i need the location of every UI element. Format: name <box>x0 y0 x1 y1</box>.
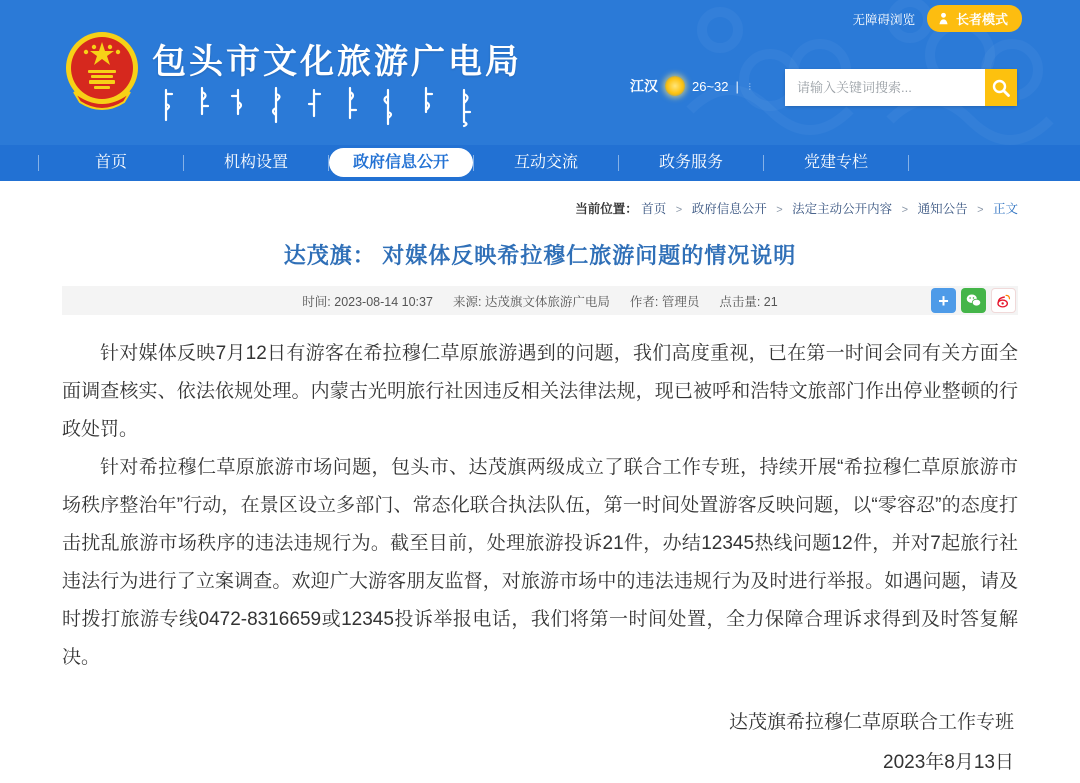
nav-item-party[interactable] <box>764 145 908 181</box>
share-more-button[interactable] <box>931 288 956 313</box>
nav-item-interaction[interactable] <box>474 145 618 181</box>
nav-item-home[interactable] <box>39 145 183 181</box>
elder-mode-button[interactable] <box>927 5 1022 32</box>
weather-extra-mark: ⋮ <box>745 81 755 91</box>
site-title: 包头市文化旅游广电局 <box>152 44 522 81</box>
weather-city: 江汉 <box>630 78 658 94</box>
search-input[interactable] <box>785 69 985 106</box>
article-meta-bar <box>62 286 1018 315</box>
article-paragraph: 针对希拉穆仁草原旅游市场问题，包头市、达茂旗两级成立了联合工作专班，持续开展“希拉穆仁草原旅游市场秩序整治年”行动，在景区设立多部门、常态化联合执法队伍，第一时间处置游客反映问题，以“零容忍”的态度打击扰乱旅游市场秩序的违法违规行为。截至目前，处理旅游投诉21件，办结12345热线问题12件，并对7起旅行社违法行为进行了立案调查。欢迎广大游客朋友监督，对旅游市场中的违法违规行为及时进行举报。如遇问题，请及时拨打旅游专线0472-8316659或12345投诉举报电话，我们将第一时间处置，全力保障合理诉求得到及时答复解决。 <box>62 457 1018 668</box>
meta-time: 时间: 2023-08-14 10:37 <box>302 294 433 309</box>
plus-icon: + <box>938 290 949 311</box>
breadcrumb-current: 正文 <box>992 202 1018 216</box>
site-search <box>785 69 1017 106</box>
site-header <box>0 0 1080 145</box>
article-body <box>62 335 1018 677</box>
nav-item-gov-info[interactable] <box>329 145 473 181</box>
weather-separator: | <box>735 78 739 94</box>
weather-widget <box>630 76 755 96</box>
weibo-icon <box>995 292 1012 309</box>
accessibility-bar <box>852 5 1022 32</box>
share-weibo-button[interactable] <box>991 288 1016 313</box>
article-paragraph: 针对媒体反映7月12日有游客在希拉穆仁草原旅游遇到的问题，我们高度重视，已在第一时间会同有关方面全面调查核实、依法依规处理。内蒙古光明旅行社因违反相关法律法规，现已被呼和浩特文旅部门作出停业整顿的行政处罚。 <box>62 343 1018 440</box>
main-nav <box>0 145 1080 181</box>
breadcrumb-separator: > <box>901 204 909 216</box>
breadcrumb-label: 当前位置： <box>575 202 638 216</box>
breadcrumb-statutory[interactable]: 法定主动公开内容 <box>792 202 893 216</box>
nav-item-label-active: 政府信息公开 <box>329 148 473 177</box>
nav-item-label: 党建专栏 <box>803 154 868 171</box>
share-wechat-button[interactable] <box>961 288 986 313</box>
search-icon <box>991 78 1011 98</box>
nav-item-label: 机构设置 <box>223 154 288 171</box>
breadcrumb-home[interactable]: 首页 <box>641 202 667 216</box>
nav-item-org[interactable] <box>184 145 328 181</box>
breadcrumb-gov-info[interactable]: 政府信息公开 <box>691 202 767 216</box>
elder-mode-label: 长者模式 <box>955 12 1008 27</box>
weather-temp-range: 26~32 <box>692 78 729 94</box>
sun-icon <box>665 76 685 96</box>
breadcrumb <box>62 199 1018 217</box>
meta-author: 作者: 管理员 <box>629 294 700 309</box>
signature-org: 达茂旗希拉穆仁草原联合工作专班 <box>728 712 1014 733</box>
breadcrumb-separator: > <box>977 204 984 216</box>
breadcrumb-separator: > <box>776 204 783 216</box>
share-buttons <box>931 288 1016 313</box>
national-emblem-logo <box>64 30 140 110</box>
nav-item-label: 政务服务 <box>658 154 723 171</box>
wechat-icon <box>965 292 982 309</box>
mongolian-script-decoration <box>158 86 488 126</box>
meta-source: 来源: 达茂旗文体旅游广电局 <box>452 294 610 309</box>
meta-views: 点击量: 21 <box>719 294 778 309</box>
article-signature <box>62 703 1018 783</box>
nav-item-services[interactable] <box>619 145 763 181</box>
breadcrumb-notices[interactable]: 通知公告 <box>917 202 968 216</box>
nav-item-label: 互动交流 <box>513 154 578 171</box>
search-button[interactable] <box>985 69 1017 106</box>
nav-divider <box>908 155 909 171</box>
article-content-area <box>62 199 1018 783</box>
person-icon <box>937 12 950 25</box>
accessibility-browse-link[interactable]: 无障碍浏览 <box>852 12 915 27</box>
signature-date: 2023年8月13日 <box>883 752 1014 773</box>
article-title: 达茂旗： 对媒体反映希拉穆仁旅游问题的情况说明 <box>283 243 797 268</box>
breadcrumb-separator: > <box>675 204 683 216</box>
nav-item-label: 首页 <box>94 154 127 171</box>
